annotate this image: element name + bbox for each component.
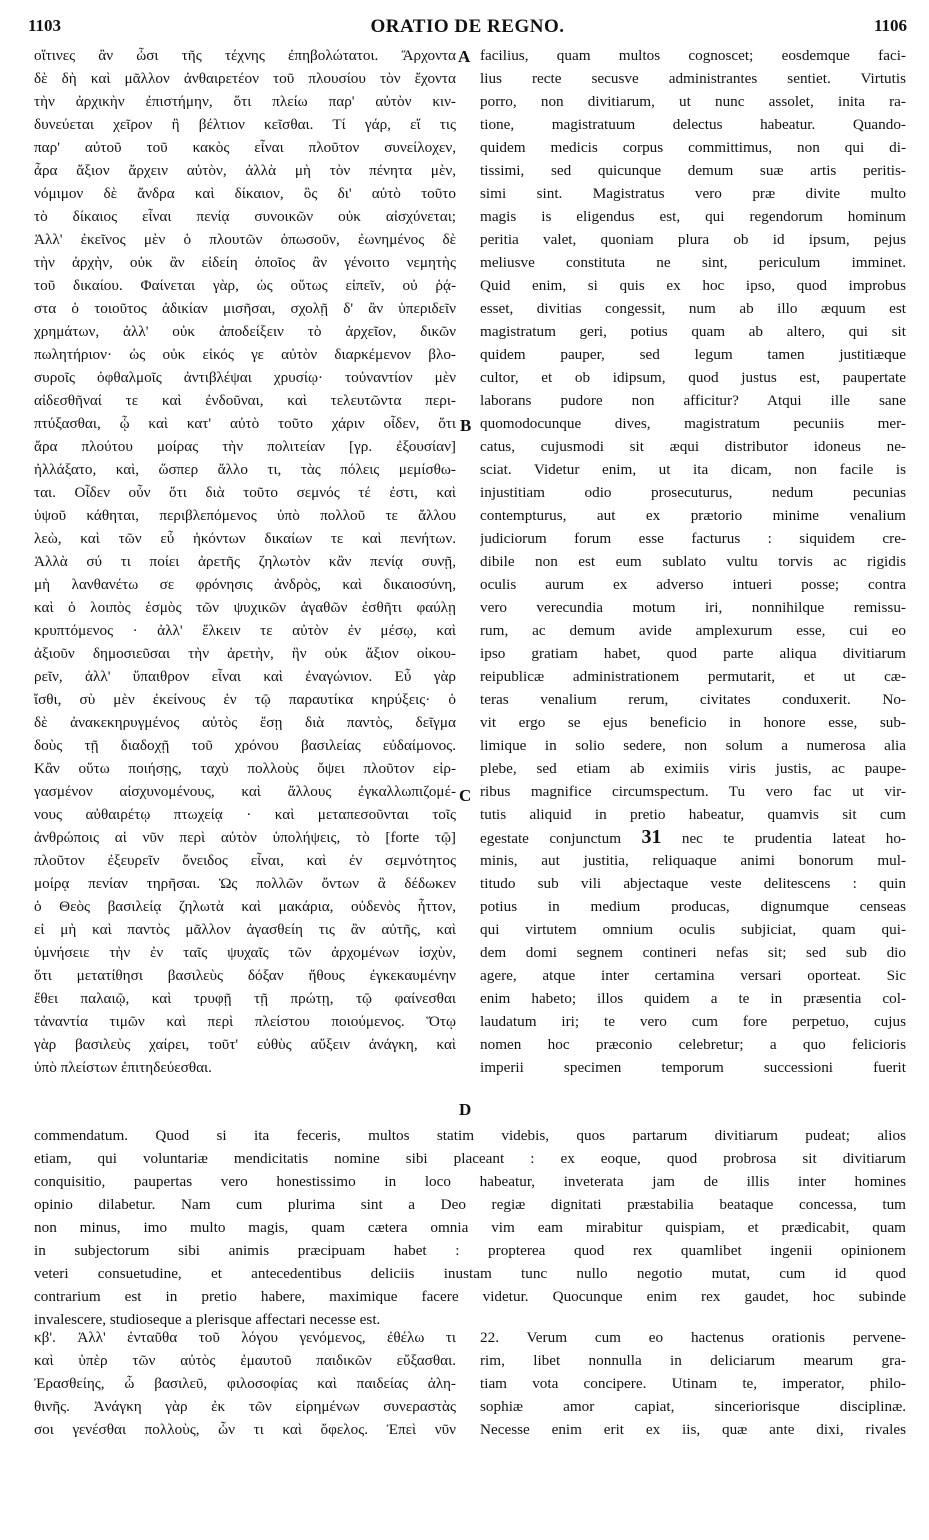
text-line: dem domi segnem contineri nefas sit; sed sub dio: [480, 944, 906, 961]
full-width-latin-text: [34, 1124, 906, 1331]
text-line: παρ' αὐτοῦ τοῦ κακὸς εἶναι πλοῦτον συνείλοχεν,: [34, 139, 456, 156]
text-line: ἔθει παλαιῷ, καὶ τρυφῇ τῇ πρώτῃ, τῷ φαίνεσθαι: [34, 990, 456, 1007]
section-marker-a: A: [458, 47, 471, 66]
text-line: τὴν ἀρχικὴν ἐπιστήμην, ὅτι πλείω παρ' αὐτὸν κιν-: [34, 93, 456, 110]
text-line: ὁ Θεὸς βασιλείᾳ ζηλωτὰ καὶ μακάρια, οὐδενὸς ἧττον,: [34, 898, 456, 915]
text-line: καὶ ὁ λοιπὸς ἑσμὸς τῶν ψυχικῶν ἀγαθῶν ἐσθῆτι φαύλῃ: [34, 599, 456, 616]
text-line: ipso gratiam habet, quod parte aliqua divitiarum: [480, 645, 906, 662]
text-line: τοῦ δικαίου. Φαίνεται γὰρ, ὡς οὕτως εἰπεῖν, οὐ ῥᾴ-: [34, 277, 456, 294]
text-line: plebe, sed etiam ab eximiis viris justis, ac paupe-: [480, 760, 906, 777]
section-marker-c: C: [459, 786, 472, 805]
text-line: etiam, qui voluntariæ mendicitatis nomine sibi placeant : ex eoque, quod probrosa sit divitiarum: [34, 1150, 906, 1167]
text-line: quomodocunque dives, magistratum pecuniis mer-: [480, 415, 906, 432]
text-line: tissimi, sed quicunque demum suæ artis peritis-: [480, 162, 906, 179]
text-line: ὑμνήσειε τὴν ἐν ταῖς ψυχαῖς τῶν ἀρχομένων ἰσχὺν,: [34, 944, 456, 961]
text-line: injustitiam odio prosecuturus, nedum pecunias: [480, 484, 906, 501]
text-line: ἀξιοῦν δημοσιεῦσαι τὴν ἀρετὴν, ἣν οὐκ ἄξιον οἰκου-: [34, 645, 456, 662]
latin-text-column: [480, 44, 906, 1079]
text-line: στα ὁ τοιοῦτος ἀδικίαν μισῆσαι, σχολῇ δ' ἂν ὑπεριδεῖν: [34, 300, 456, 317]
text-line: invalescere, studioseque a plerisque affectari necesse est.: [34, 1311, 381, 1328]
text-line: τὸ δίκαιος εἶναι πενίᾳ συνοικῶν οὐκ αἰσχύνεται;: [34, 208, 456, 225]
text-line: κρυπτόμενος · ἀλλ' ἕλκειν τε αὐτὸν ἐν μέσῳ, καὶ: [34, 622, 456, 639]
text-line: ὑπὸ πλείστων ἐπιτηδεύεσθαι.: [34, 1059, 212, 1076]
text-line: 22. Verum cum eo hactenus orationis pervene-: [480, 1329, 906, 1346]
text-line: θινῆς. Ἀνάγκη γὰρ ἐκ τῶν εἰρημένων συνεραστὰς: [34, 1398, 456, 1415]
text-line: αἰδεσθῆναί τε καὶ ἐνδοῦναι, καὶ τελευτῶντα περι-: [34, 392, 456, 409]
section-marker-d: D: [459, 1100, 472, 1119]
latin-section-22: [480, 1326, 906, 1441]
text-line: potius in medium producas, dignumque censeas: [480, 898, 906, 915]
text-line: dibile non est eum sublato vultu torvis ac rigidis: [480, 553, 906, 570]
text-line: tiam vota concipere. Utinam te, imperator, philo-: [480, 1375, 906, 1392]
text-line: magis is eligendus est, qui regendorum hominum: [480, 208, 906, 225]
text-line: rim, libet nonnulla in deliciarum mearum gra-: [480, 1352, 906, 1369]
running-header: [28, 16, 907, 46]
text-line: οἵτινες ἂν ὦσι τῆς τέχνης ἐπηβολώτατοι. Ἄρχοντα: [34, 47, 456, 64]
text-line: καὶ ὑπὲρ τῶν αὐτὸς ἐμαυτοῦ παιδικῶν εὔξασθαι.: [34, 1352, 456, 1369]
text-line: titudo sub vili abjectaque veste delitescens : quin: [480, 875, 906, 892]
text-line: lius recte secusve administrantes sentiet. Virtutis: [480, 70, 906, 87]
text-line: ἀνθρώποις αἱ νῦν περὶ αὐτὸν ὑπολήψεις, τὸ [forte τῷ]: [34, 829, 456, 846]
text-line: judiciorum forum esse facturus : siquidem cre-: [480, 530, 906, 547]
greek-section-22: [34, 1326, 456, 1441]
text-line: μὴ λανθανέτω σε φρόνησις ἀνδρὸς, καὶ δικαιοσύνη,: [34, 576, 456, 593]
text-line: κβ'. Ἀλλ' ἐνταῦθα τοῦ λόγου γενόμενος, ἐθέλω τι: [34, 1329, 456, 1346]
page-number-left: 1103: [28, 16, 62, 35]
text-line: νους αὐθαιρέτῳ πτωχείᾳ · καὶ μεταπεσοῦνται τοῖς: [34, 806, 456, 823]
text-line: γασμένον αἰσχυνομένους, καὶ ἄλλους ἐγκαλλωπιζομέ-: [34, 783, 456, 800]
text-line: rum, ac demum avide amplexurum esse, cui eo: [480, 622, 906, 639]
text-line: meliusve constituta ne sint, periculum imminet.: [480, 254, 906, 271]
text-line: tione, magistratuum delectus habeatur. Quando-: [480, 116, 906, 133]
text-line: peritia valet, quoniam plura ob id ipsum, pejus: [480, 231, 906, 248]
text-line: enim habeto; illos quidem a te in præsentia col-: [480, 990, 906, 1007]
text-line: facilius, quam multos cognoscet; eosdemque faci-: [480, 47, 906, 64]
text-line: Κἂν οὕτω ποιήσῃς, ταχὺ πολλοὺς ὄψει πλοῦτον εἰρ-: [34, 760, 456, 777]
text-line: contempturus, aut ex prætorio minime venalium: [480, 507, 906, 524]
text-line: Necesse enim erit ex iis, quæ ante dixi, rivales: [480, 1421, 906, 1438]
text-line: nomen hoc præconio celebretur; a quo felicioris: [480, 1036, 906, 1053]
text-line: συροῖς ὀφθαλμοῖς ἀντιβλέψαι χρυσίῳ· τοὐναντίον μὲν: [34, 369, 456, 386]
text-line: tutis aliquid in pretio habeatur, quamvis sit cum: [480, 806, 906, 823]
text-line: commendatum. Quod si ita feceris, multos statim videbis, quos partarum divitiarum pudeat; alios: [34, 1127, 906, 1144]
text-line: πτύξασθαι, ᾧ καὶ κατ' αὐτὸ τοῦτο χάριν οἶδεν, ὅτι: [34, 415, 456, 432]
text-line: χρημάτων, ἀλλ' οὐκ ἀποδείξειν τὸ ἀρχεῖον, δικῶν: [34, 323, 456, 340]
text-line: ὑψοῦ κάθηται, περιβλεπόμενος ὑπὸ πολλοῦ τε ἄλλου: [34, 507, 456, 524]
text-line: ρεῖν, ἀλλ' ὕπαιθρον εἶναι καὶ ἐναγώνιον. Εὖ γὰρ: [34, 668, 456, 685]
text-line: γὰρ βασιλεὺς χαίρει, τοῦτ' εὐθὺς αὔξειν ἀνάγκη, καὶ: [34, 1036, 456, 1053]
text-line: ἄρα πλούτου μοίρας τὴν πολιτείαν [γρ. ἐξουσίαν]: [34, 438, 456, 455]
text-line: porro, non divitiarum, ut nunc assolet, inita ra-: [480, 93, 906, 110]
page-number-right: 1106: [873, 16, 907, 35]
text-line: vero verecundia motum iri, nonnihilque remissu-: [480, 599, 906, 616]
text-line: ἠλλάξατο, καὶ, ὥσπερ ἄλλο τι, τὰς πόλεις μεμίσθω-: [34, 461, 456, 478]
text-line: qui virtutem omnium oculis subjiciat, quam qui-: [480, 921, 906, 938]
text-line: minis, aut justitia, reliquaque animi bonorum mul-: [480, 852, 906, 869]
text-line: δοὺς τῇ διαδοχῇ τοῦ χρόνου βασιλείας εὐδαίμονος.: [34, 737, 456, 754]
text-line: laudatum iri; te vero cum fore perpetuo, cujus: [480, 1013, 906, 1030]
text-line: ἆρα ἄξιον ἄρχειν αὐτὸν, ἀλλὰ μὴ τὸν πένητα μὲν,: [34, 162, 456, 179]
text-line-segment: egestate conjunctum: [480, 830, 622, 847]
text-line: oculis aurum ex adverso intueri posse; contra: [480, 576, 906, 593]
text-line: [480, 826, 906, 849]
text-line: cultor, et ob idipsum, quod justus est, paupertate: [480, 369, 906, 386]
text-line: λεὼ, καὶ τῶν εὖ ἡκόντων δικαίων τε καὶ πενήτων.: [34, 530, 456, 547]
text-line: πλοῦτον ἐξευρεῖν ὄνειδος εἶναι, καὶ ἐν σεμνότητος: [34, 852, 456, 869]
text-line: ribus magnifice circumspectum. Tu vero fac ut vir-: [480, 783, 906, 800]
text-line: Ἐρασθείης, ὦ βασιλεῦ, φιλοσοφίας καὶ παιδείας ἀλη-: [34, 1375, 456, 1392]
text-line: laborans pudore non afficitur? Atqui ille sane: [480, 392, 906, 409]
text-line: limique in solio sedere, non solum a numerosa alia: [480, 737, 906, 754]
text-line: contrarium est in pretio habere, maximique facere videtur. Quocunque enim rex gaudet, hoc subinde: [34, 1288, 906, 1305]
text-line: μοίρᾳ πενίαν τηρῆσαι. Ὡς πολλῶν ὄντων ἃ δέδωκεν: [34, 875, 456, 892]
text-line: ὅτι μετατίθησι βασιλεὺς δόξαν ἤθους ἐγκεκαυμένην: [34, 967, 456, 984]
text-line: τἀναντία τιμῶν καὶ περὶ πλείστου ποιούμενος. Ὅτῳ: [34, 1013, 456, 1030]
text-line-segment: nec te prudentia lateat ho-: [681, 830, 906, 847]
text-line: πωλητήριον· ὡς οὐκ εἰκός γε αὐτὸν διαρκέμενον βλο-: [34, 346, 456, 363]
running-title: ORATIO DE REGNO.: [370, 16, 565, 37]
text-line: opinio dilabetur. Nam cum plurima sint a Deo regiæ dignitati præstabilia beataque concessa, tum: [34, 1196, 906, 1213]
text-line: Ἀλλὰ σύ τι ποίει ἀρετῆς ζηλωτὸν κἂν πενίᾳ συνῇ,: [34, 553, 456, 570]
text-line: teras venalium rerum, civitates conduxerit. No-: [480, 691, 906, 708]
text-line: sophiæ amor capiat, sinceriorisque disciplinæ.: [480, 1398, 906, 1415]
text-line: simi sint. Magistratus vero præ divite multo: [480, 185, 906, 202]
text-line: δὲ δὴ καὶ μᾶλλον ἀνθαιρετέον τοῦ πλουσίου τὸν ἔχοντα: [34, 70, 456, 87]
text-line: ται. Οἶδεν οὖν ὅτι διὰ τοῦτο σεμνός τέ ἐστι, καὶ: [34, 484, 456, 501]
text-line: vit ergo se ejus beneficio in honore esse, sub-: [480, 714, 906, 731]
text-line: quidem medicis corpus committimus, non qui di-: [480, 139, 906, 156]
text-line: veteri consuetudine, et antecedentibus deliciis inustam tunc nullo negotio mutat, cum id quod: [34, 1265, 906, 1282]
text-line: σοι γενέσθαι πολλοὺς, ὧν τι καὶ ὄφελος. Ἐπεὶ νῦν: [34, 1421, 456, 1438]
text-line: quidem pauper, sed legum tamen justitiæque: [480, 346, 906, 363]
text-line: Ἀλλ' ἐκεῖνος μὲν ὁ πλουτῶν ὁπωσοῦν, ἐωνημένος δὲ: [34, 231, 456, 248]
text-line: conquisitio, paupertas vero honestissimo in loco habeatur, inveterata jam de illis inter homines: [34, 1173, 906, 1190]
text-line: agere, atque inter certamina versari oporteat. Sic: [480, 967, 906, 984]
text-line: imperii specimen temporum successioni fuerit: [480, 1059, 906, 1076]
text-line: non minus, imo multo magis, quam cætera omnia vim eam mirabitur quispiam, et prædicabit, quam: [34, 1219, 906, 1236]
text-line: τὴν ἀρχὴν, οὐκ ἂν εἰδείη ὁποῖος ἂν γένοιτο νεμητὴς: [34, 254, 456, 271]
text-line: magistratum geri, potius quam ab altero, qui sit: [480, 323, 906, 340]
greek-text-column: [34, 44, 456, 1079]
text-line: reipublicæ administrationem permutarit, et ut cæ-: [480, 668, 906, 685]
text-line: catus, cujusmodi sit æqui distributor idoneus ne-: [480, 438, 906, 455]
text-line: εἰ μὴ καὶ παντὸς μᾶλλον ἀγασθείη τις ἂν αὐτῆς, καὶ: [34, 921, 456, 938]
section-marker-b: B: [460, 416, 472, 435]
page-reference-number: 31: [641, 826, 662, 848]
text-line: sciat. Videtur enim, ut ita dicam, non facile is: [480, 461, 906, 478]
text-line: νόμιμον δὲ ἄνδρα καὶ δίκαιον, ὃς δι' αὐτὸ τοῦτο: [34, 185, 456, 202]
text-line: Quid enim, si quis ex hoc ipso, quod improbus: [480, 277, 906, 294]
text-line: δὲ ἀνακεκηρυγμένος αὐτὸς ἔσῃ διὰ παντὸς, δεῖγμα: [34, 714, 456, 731]
text-line: in subjectorum sibi animis præcipuam habet : propterea quod rex quamlibet ingenii opinionem: [34, 1242, 906, 1259]
text-line: δυνεύεται χεῖρον ἢ βέλτιον κεῖσθαι. Τί γάρ, εἴ τις: [34, 116, 456, 133]
text-line: ἴσθι, σὺ μὲν ἐκείνους ἐν τῷ παραυτίκα κηρύξεις· ὁ: [34, 691, 456, 708]
text-line: esset, divitias congessit, num ab illo æquum est: [480, 300, 906, 317]
